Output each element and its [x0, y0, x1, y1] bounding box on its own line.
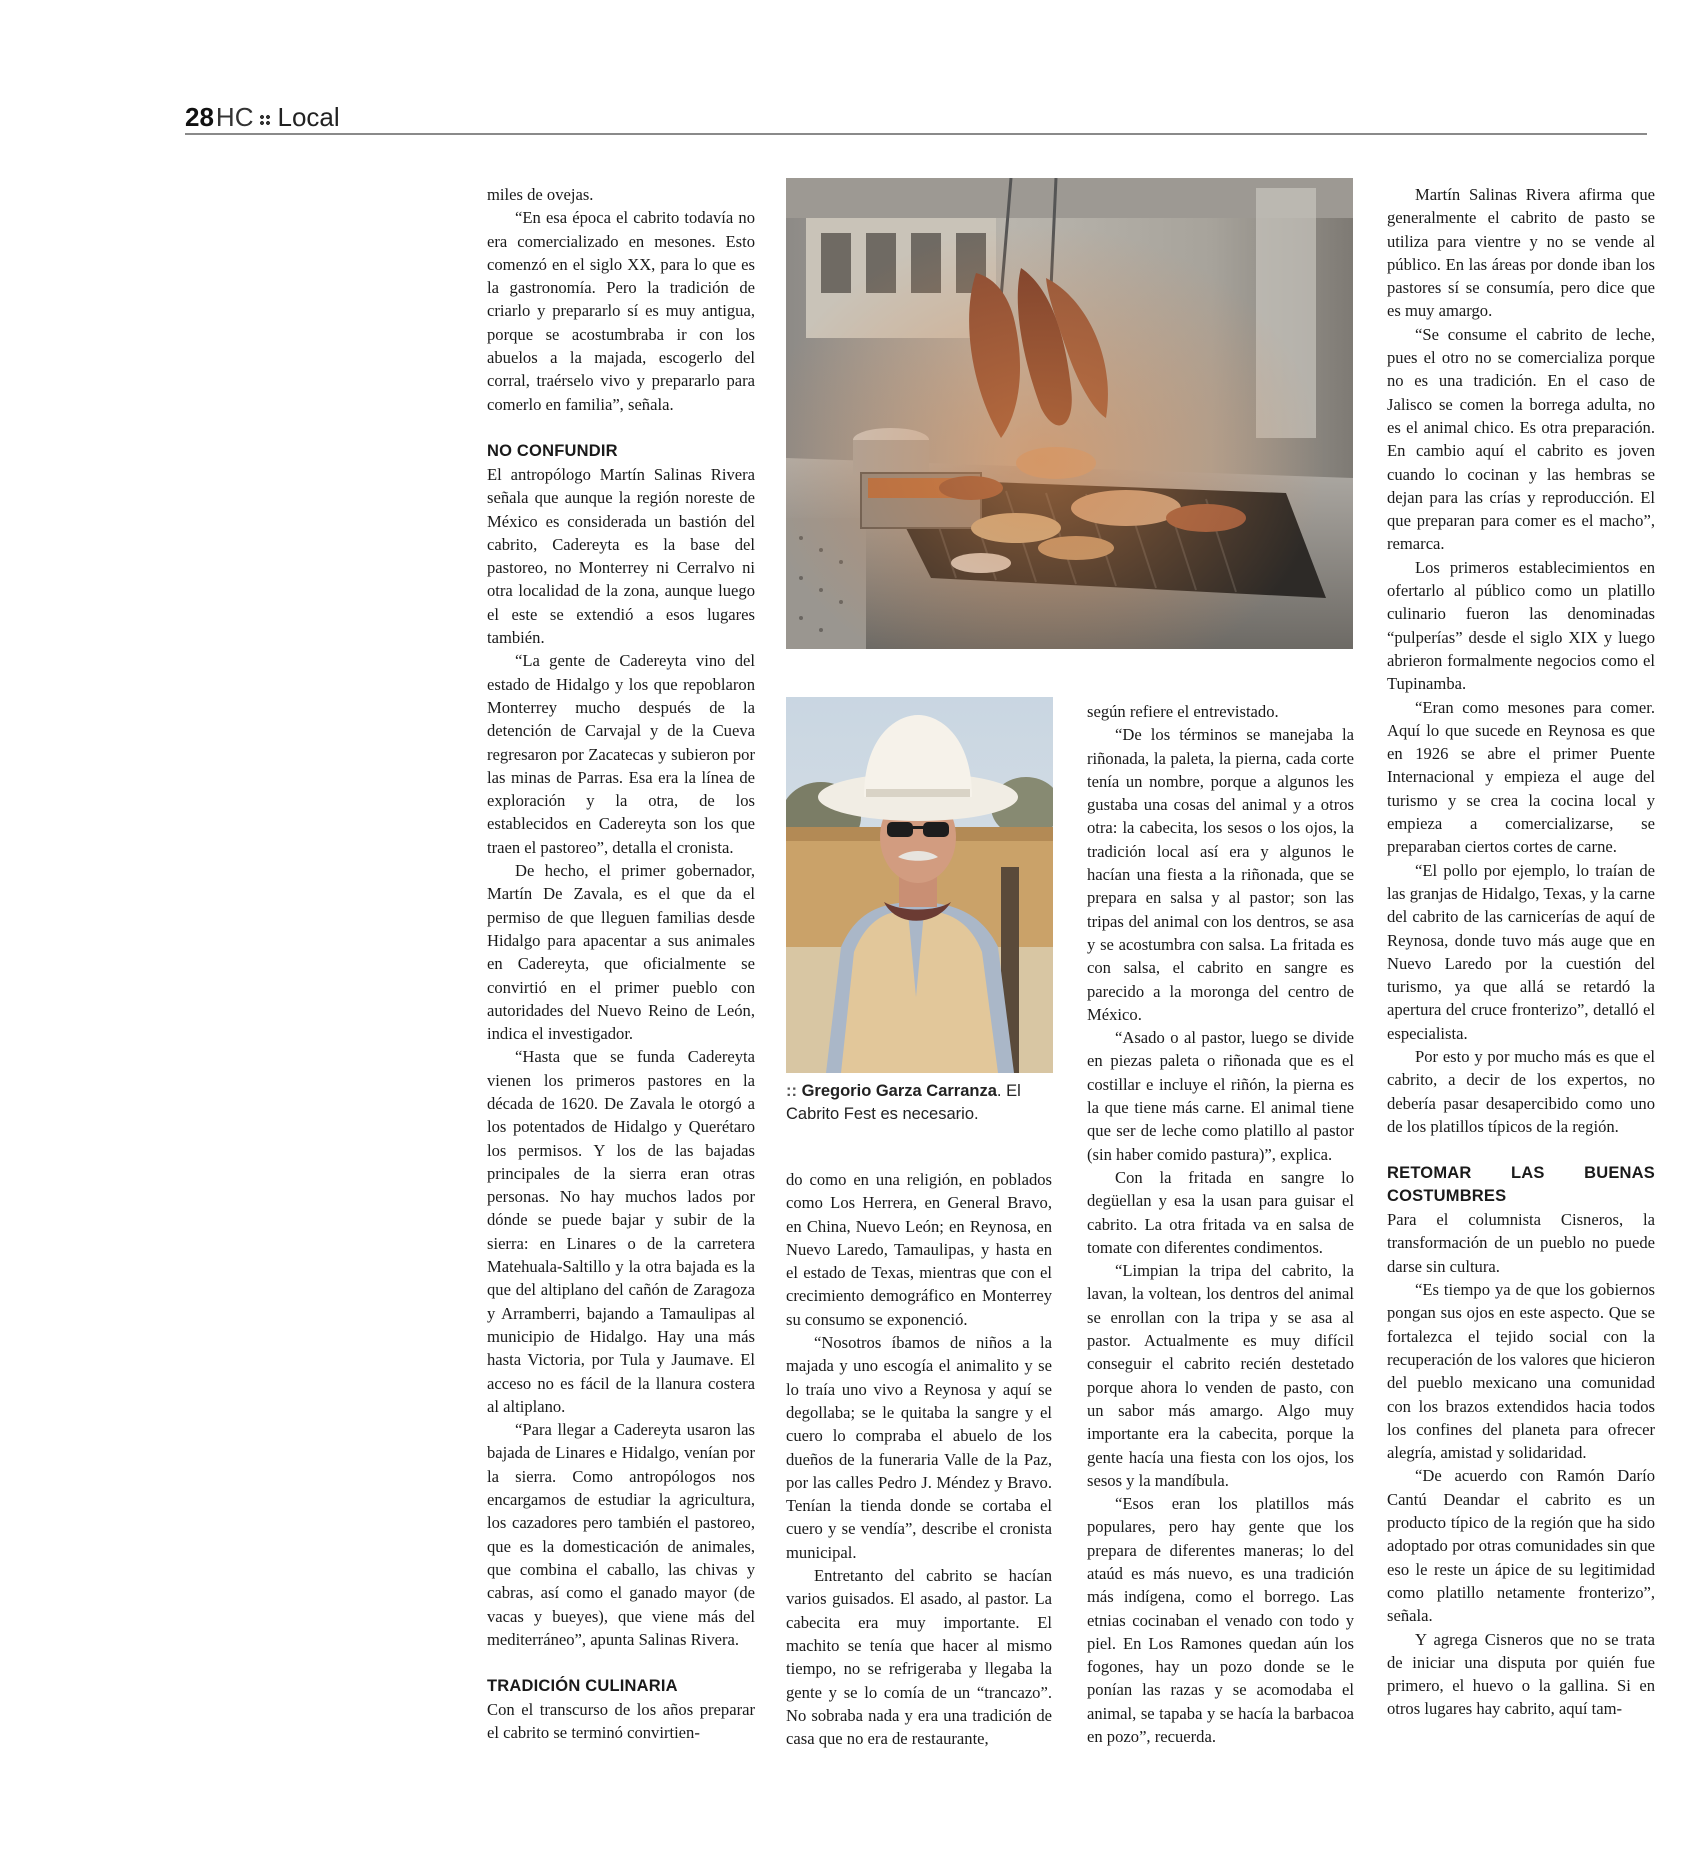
- paragraph: “Para llegar a Cadereyta usaron las bajada de Linares e Hidalgo, venían por la sierra. Como antropólogos nos encargamos de estudiar la agricultura, los cazadores pero también el pastoreo, que es la domesticación de animales, que combina el caballo, las chivas y cabras, así como el ganado mayor (de vacas y bueyes), que viene más del mediterráneo”, apunta Salinas Rivera.: [487, 1420, 755, 1649]
- paragraph: “Se consume el cabrito de leche, pues el otro no se comercializa porque no es una tradición. En el caso de Jalisco se comen la borrega adulta, no es el animal chico. Es otra preparación. En cambio aquí el cabrito es joven cuando lo cocinan y las hembras se dejan para las crías y reproducción. El que preparan para comer es el macho”, remarca.: [1387, 324, 1655, 554]
- subheading: NO CONFUNDIR: [487, 441, 618, 460]
- paragraph: “En esa época el cabrito todavía no era comercializado en mesones. Esto comenzó en el siglo XX, para lo que es la gastronomía. Pero la tradición de criarlo y prepararlo sí es muy antigua, porque se acostumbraba ir con los abuelos a la majada, escogerlo del corral, traérselo vivo y prepararlo para comerlo en familia”, señala.: [487, 208, 755, 414]
- paragraph: “Esos eran los platillos más populares, pero hay gente que los prepara de diferentes maneras; lo del ataúd es más nuevo, es una tradición más indígena, como el borrego. Las etnias cocinaban el venado con todo y piel. En Los Ramones quedan aún los fogones, hay un pozo donde se le ponían las razas y se acomodaba el animal, se tapaba y se hacía la barbacoa en pozo”, recuerda.: [1087, 1494, 1354, 1747]
- paragraph: do como en una religión, en poblados como Los Herrera, en General Bravo, en China, Nuevo León; en Reynosa, en Nuevo Laredo, Tamaulipas, y hasta en el estado de Texas, mientras que con el crecimiento demográfico en Monterrey su consumo se exponenció.: [786, 1170, 1052, 1329]
- photo-caption: [786, 1080, 1052, 1126]
- paragraph: “El pollo por ejemplo, lo traían de las granjas de Hidalgo, Texas, y la carne del cabrito de las carnicerías de aquí de Reynosa, donde tuvo más auge que en Nuevo Laredo por la cuestión del turismo, ya que allá se retardó la apertura del cruce fronterizo”, detalló el especialista.: [1387, 860, 1655, 1043]
- caption-name: Gregorio Garza Carranza: [801, 1082, 997, 1100]
- article-column-2: [786, 1168, 1052, 1788]
- page-number: 28: [185, 102, 214, 132]
- page-header: [185, 100, 1647, 135]
- paragraph: “Limpian la tripa del cabrito, la lavan, la voltean, los dentros del animal se enrollan con la tripa y se asa al pastor. Actualmente es muy difícil conseguir el cabrito recién destetado porque ahora lo venden de pasto, con un sabor más amargo. Algo muy importante era la cabecita, porque la gente hacía una fiesta con los ojos, los sesos y la mandíbula.: [1087, 1261, 1354, 1490]
- separator-dots-icon: [259, 114, 271, 126]
- paragraph: “La gente de Cadereyta vino del estado de Hidalgo y los que repoblaron Monterrey mucho después de la detención de Carvajal y de la Cueva regresaron por Zacatecas y subieron por las minas de Parras. Esa era la línea de exploración y la otra, de los establecidos en Cadereyta son los que traen el pastoreo”, detalla el cronista.: [487, 651, 755, 857]
- paragraph: Con el transcurso de los años preparar el cabrito se terminó convirtien-: [487, 1700, 755, 1743]
- paragraph: Por esto y por mucho más es que el cabrito, a decir de los expertos, no debería pasar desapercibido como uno de los platillos típicos de la región.: [1387, 1046, 1655, 1136]
- article-column-3: [1087, 700, 1354, 1788]
- paragraph: Y agrega Cisneros que no se trata de iniciar una disputa por quién fue primero, el huevo o la gallina. Si en otros lugares hay cabrito, aquí tam-: [1387, 1629, 1655, 1719]
- article-column-4: [1387, 183, 1655, 1788]
- article-column-1: [487, 183, 755, 1788]
- paragraph: Con la fritada en sangre lo degüellan y esa la usan para guisar el cabrito. La otra fritada va en salsa de tomate con diferentes condimentos.: [1087, 1167, 1354, 1257]
- caption-text: . El Cabrito Fest es necesario.: [786, 1082, 1021, 1123]
- paragraph: según refiere el entrevistado.: [1087, 702, 1279, 721]
- section-name: Local: [277, 102, 340, 132]
- paragraph: “De los términos se manejaba la riñonada, la paleta, la pierna, cada corte tenía un nombre, porque a algunos les gustaba una cosas del animal y a otros otra: la cabecita, los sesos o los ojos, la tradición local así era y algunos le hacían una fiesta a la riñonada, que se prepara en salsa y al pastor; son las tripas del animal con los dentros, se asa y se acostumbra con salsa. La fritada es con salsa, el cabrito en sangre es parecido a la moronga del centro de México.: [1087, 725, 1354, 1024]
- paragraph: “Es tiempo ya de que los gobiernos pongan sus ojos en este aspecto. Que se fortalezca el tejido social con la recuperación de los valores que hicieron del pueblo mexicano una comunidad con los brazos extendidos hacia todos los confines del planeta para ofrecer alegría, amistad y solidaridad.: [1387, 1280, 1655, 1463]
- paragraph: “Nosotros íbamos de niños a la majada y uno escogía el animalito y se lo traía uno vivo a Reynosa y aquí se degollaba; se le quitaba la sangre y el cuero lo compraba el abuelo de los dueños de la funeraria Valle de la Paz, por las calles Pedro J. Méndez y Bravo. Tenían la tienda donde se cortaba el cuero y se vendía”, describe el cronista municipal.: [786, 1333, 1052, 1562]
- paragraph: miles de ovejas.: [487, 185, 594, 204]
- paragraph: Para el columnista Cisneros, la transformación de un pueblo no puede darse sin cultura.: [1387, 1210, 1655, 1276]
- caption-marker: ::: [786, 1082, 797, 1100]
- paragraph: “Hasta que se funda Cadereyta vienen los primeros pastores en la década de 1620. De Zavala le otorgó a los potentados de Hidalgo y Querétaro los permisos. Y los de las bajadas principales de la sierra eran otras personas. No hay muchos lados por dónde se puede bajar y subir de la sierra: en Linares o de la carretera Matehuala-Saltillo y la otra bajada es la que del altiplano del cañón de Zaragoza y Arramberri, bajando a Tamaulipas al municipio de Hidalgo. Hay una más hasta Victoria, por Tula y Jaumave. El acceso no es fácil de la llanura costera al altiplano.: [487, 1047, 755, 1416]
- paragraph: “De acuerdo con Ramón Darío Cantú Deandar el cabrito es un producto típico de la región que ha sido adoptado por otras comunidades sin que eso le reste un ápice de su legitimidad como platillo netamente fronterizo”, señala.: [1387, 1466, 1655, 1626]
- paragraph: “Asado o al pastor, luego se divide en piezas paleta o riñonada que es el costillar e incluye el riñón, la pierna es la que tiene más carne. El animal tiene que ser de leche como platillo al pastor (sin haber comido pastura)”, explica.: [1087, 1028, 1354, 1164]
- paragraph: Martín Salinas Rivera afirma que generalmente el cabrito de pasto se utiliza para vientre y no se vende al público. En las áreas por donde iban los pastores sí se consumía, pero dice que es muy amargo.: [1387, 185, 1655, 321]
- paragraph: Los primeros establecimientos en ofertarlo al público como un platillo culinario fueron las denominadas “pulperías” desde el siglo XIX y luego abrieron formalmente negocios como el Tupinamba.: [1387, 557, 1655, 694]
- subheading: RETOMAR LAS BUENAS COSTUMBRES: [1387, 1164, 1655, 1206]
- grill-photo: [786, 178, 1353, 649]
- portrait-photo: [786, 697, 1053, 1073]
- paragraph: De hecho, el primer gobernador, Martín De Zavala, es el que da el permiso de que lleguen familias desde Hidalgo para apacentar a sus animales en Cadereyta, que oficialmente se convirtió en el primer pueblo con autoridades del Nuevo Reino de León, indica el investigador.: [487, 861, 755, 1044]
- brand-name: HC: [215, 102, 254, 132]
- paragraph: Entretanto del cabrito se hacían varios guisados. El asado, al pastor. La cabecita era muy importante. El machito se tenía que hacer al mismo tiempo, no se refrigeraba y llegaba la gente y se lo comía de un “trancazo”. No sobraba nada y era una tradición de casa que no era de restaurante,: [786, 1566, 1052, 1749]
- paragraph: “Eran como mesones para comer. Aquí lo que sucede en Reynosa es que en 1926 se abre el primer Puente Internacional y empieza el auge del turismo y se crea la cocina local y empieza a comercializarse, se preparaban ciertos cortes de carne.: [1387, 697, 1655, 857]
- paragraph: El antropólogo Martín Salinas Rivera señala que aunque la región noreste de México es considerada un bastión del cabrito, Cadereyta es la base del pastoreo, no Monterrey ni Cerralvo ni otra localidad de la zona, aunque luego el este se extendió a esos lugares también.: [487, 464, 755, 648]
- subheading: TRADICIÓN CULINARIA: [487, 1677, 678, 1696]
